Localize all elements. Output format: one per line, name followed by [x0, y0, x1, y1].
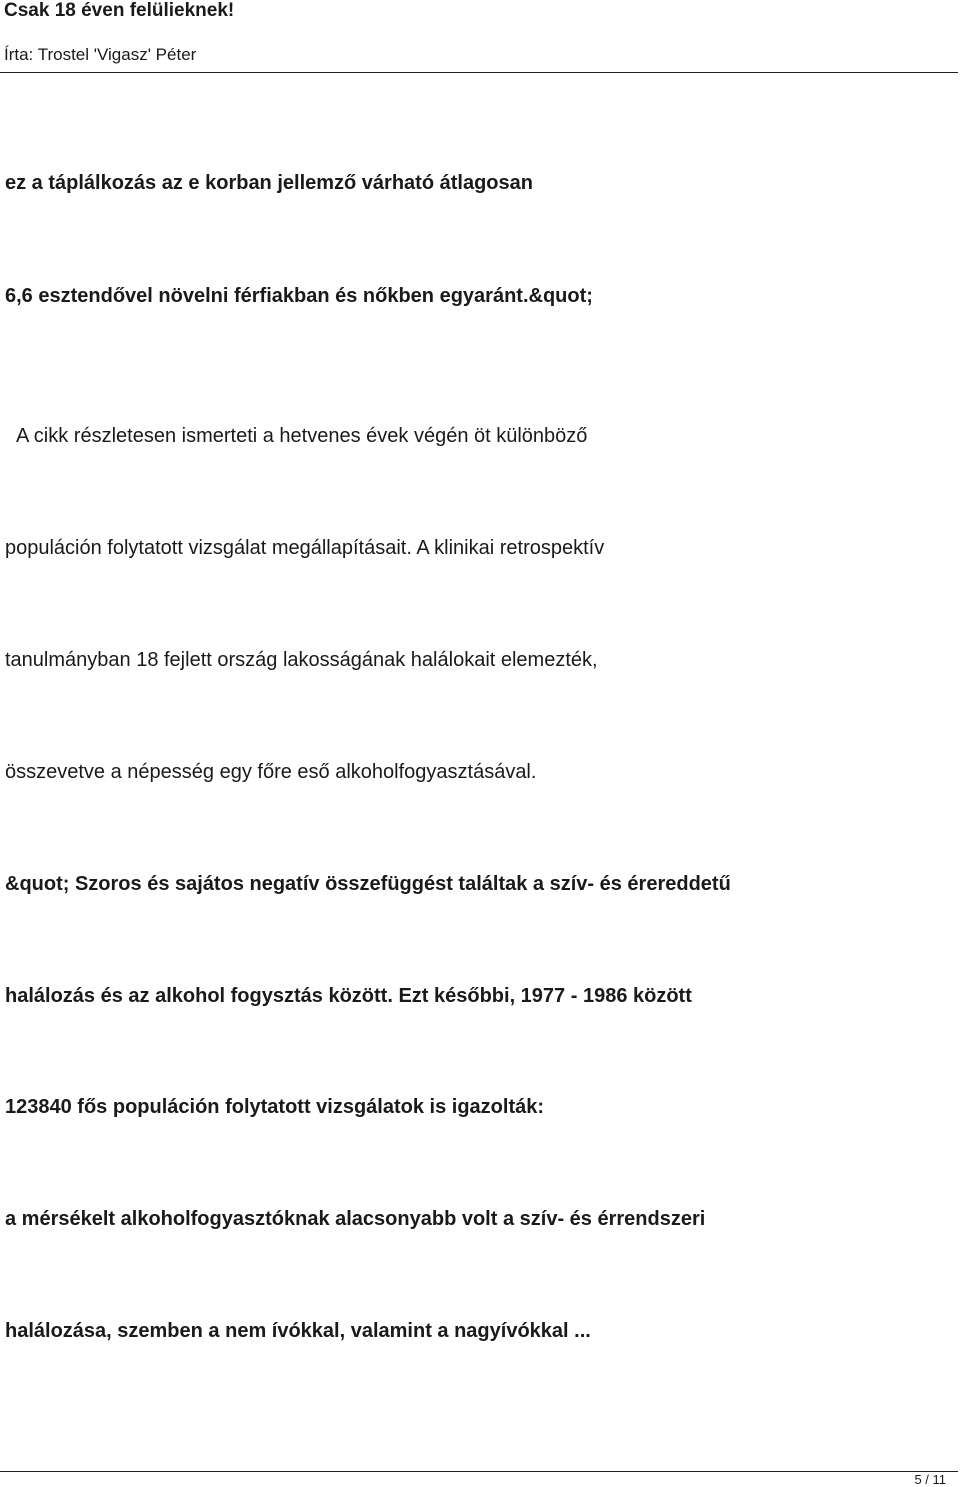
- document-title: Csak 18 éven felülieknek!: [4, 0, 235, 21]
- body-line-4: populáción folytatott vizsgálat megállapításait. A klinikai retrospektív: [5, 537, 605, 559]
- body-line-11: halálozása, szemben a nem ívókkal, valamint a nagyívókkal ...: [5, 1320, 591, 1342]
- header-divider: [0, 72, 958, 73]
- body-line-10: a mérsékelt alkoholfogyasztóknak alacsonyabb volt a szív- és érrendszeri: [5, 1208, 706, 1230]
- body-line-7: &quot; Szoros és sajátos negatív összefüggést találtak a szív- és érereddetű: [5, 873, 731, 895]
- body-line-9: 123840 fős populáción folytatott vizsgálatok is igazolták:: [5, 1096, 545, 1118]
- footer-divider: [0, 1471, 958, 1472]
- body-line-8: halálozás és az alkohol fogysztás között. Ezt későbbi, 1977 - 1986 között: [5, 985, 692, 1007]
- body-line-1: ez a táplálkozás az e korban jellemző várható átlagosan: [5, 172, 533, 194]
- document-author: Írta: Trostel 'Vigasz' Péter: [4, 45, 197, 64]
- body-line-2: 6,6 esztendővel növelni férfiakban és nőkben egyaránt.&quot;: [5, 285, 593, 307]
- page-number: 5 / 11: [914, 1472, 946, 1487]
- body-line-5: tanulmányban 18 fejlett ország lakosságának halálokait elemezték,: [5, 649, 598, 671]
- body-line-6: összevetve a népesség egy főre eső alkoholfogyasztásával.: [5, 761, 537, 783]
- body-line-3: A cikk részletesen ismerteti a hetvenes évek végén öt különböző: [16, 425, 588, 447]
